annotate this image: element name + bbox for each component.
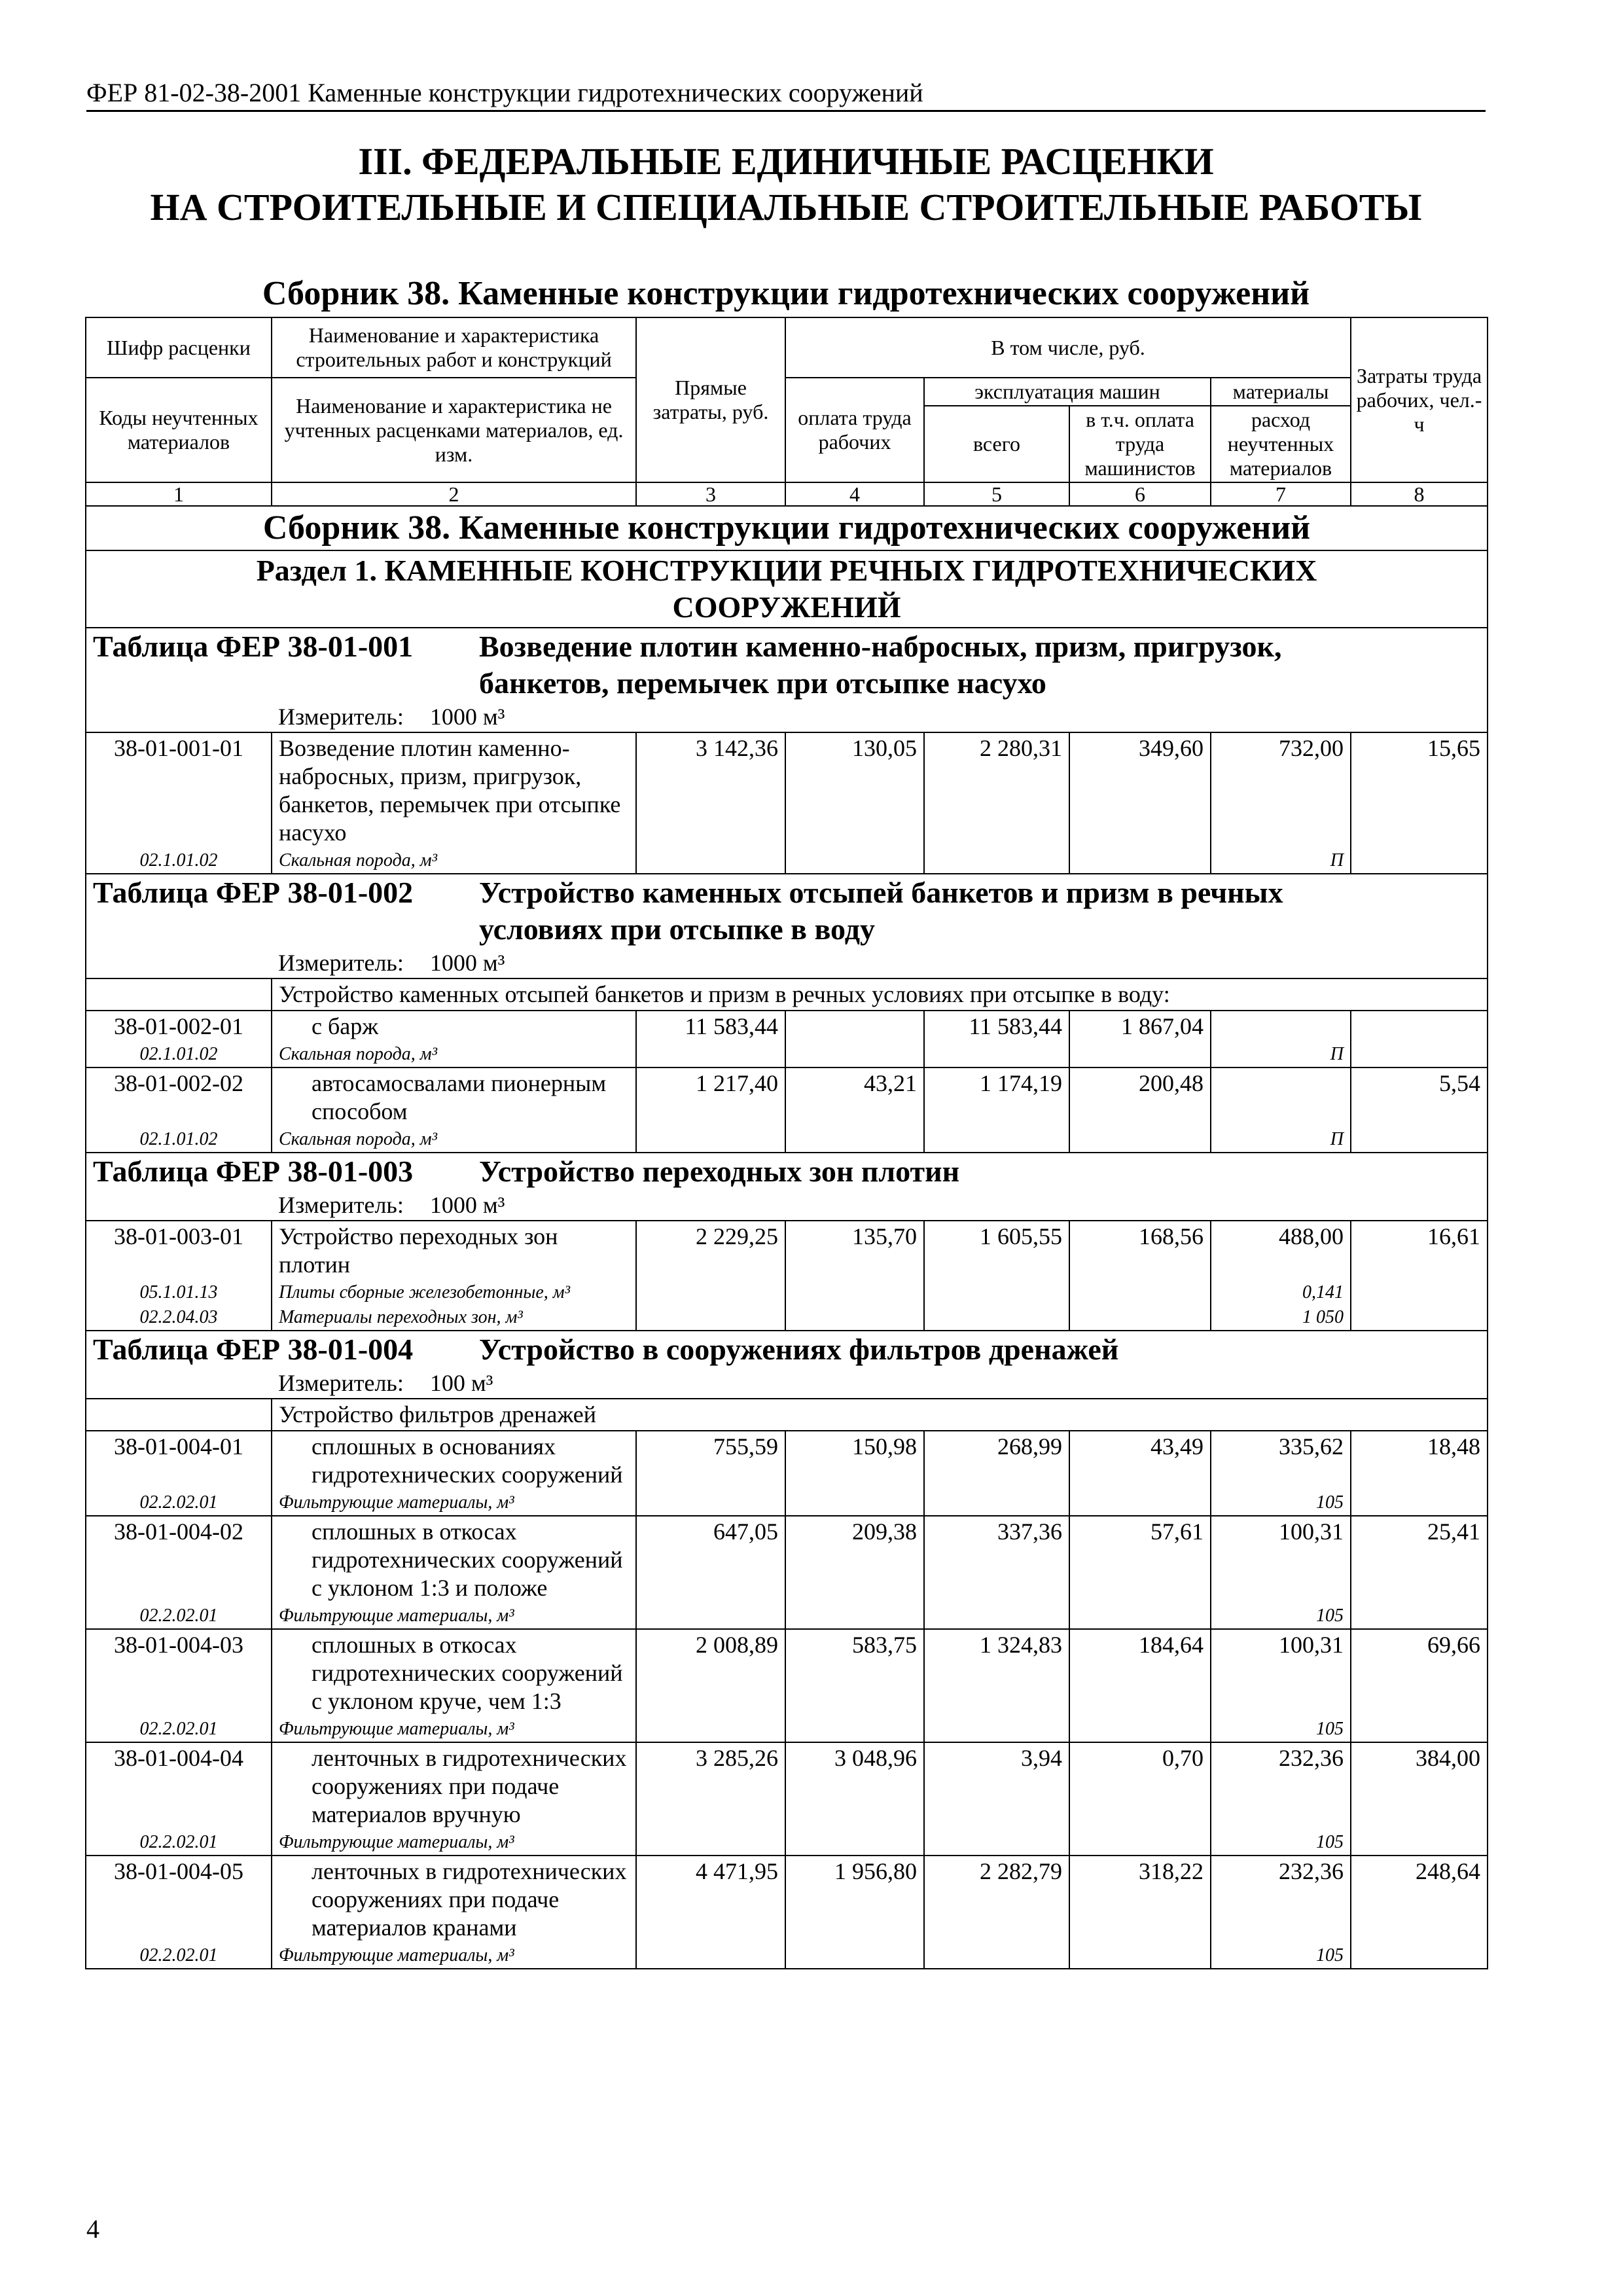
labor-hours: 69,66	[1351, 1629, 1488, 1717]
direct-costs: 1 217,40	[636, 1067, 785, 1127]
section-heading-line-1: Раздел 1. КАМЕННЫЕ КОНСТРУКЦИИ РЕЧНЫХ ГИДРОТЕХНИЧЕСКИХ	[256, 554, 1317, 587]
material-quantity: 105	[1211, 1717, 1351, 1742]
machines-total: 1 605,55	[924, 1221, 1069, 1280]
machinist-wages: 318,22	[1069, 1856, 1211, 1943]
material-row	[86, 1042, 1488, 1067]
machinist-wages: 200,48	[1069, 1067, 1211, 1127]
direct-costs: 647,05	[636, 1516, 785, 1604]
material-code: 02.2.02.01	[86, 1604, 272, 1629]
rate-name: сплошных в основаниях гидротехнических сооружений	[272, 1431, 636, 1490]
wages: 583,75	[785, 1629, 924, 1717]
rate-row	[86, 1629, 1488, 1717]
table-id: Таблица ФЕР 38-01-002	[93, 876, 414, 909]
header-material-consumption: расход неучтенных материалов	[1211, 406, 1351, 482]
rate-name: автосамосвалами пионерным способом	[272, 1067, 636, 1127]
rate-name: сплошных в откосах гидротехнических сооружений с уклоном 1:3 и положе	[272, 1516, 636, 1604]
materials-cost: 335,62	[1211, 1431, 1351, 1490]
material-quantity: 105	[1211, 1490, 1351, 1516]
column-number: 7	[1211, 482, 1351, 506]
material-name: Фильтрующие материалы, м³	[272, 1490, 636, 1516]
labor-hours	[1351, 1011, 1488, 1042]
machines-total: 1 174,19	[924, 1067, 1069, 1127]
materials-cost: 100,31	[1211, 1629, 1351, 1717]
machines-total: 11 583,44	[924, 1011, 1069, 1042]
table-title	[86, 1153, 1488, 1190]
machinist-wages: 57,61	[1069, 1516, 1211, 1604]
measure-unit: 1000 м³	[429, 950, 505, 976]
page-number: 4	[86, 2214, 99, 2244]
section-heading	[86, 550, 1488, 628]
materials-cost	[1211, 1011, 1351, 1042]
labor-hours: 16,61	[1351, 1221, 1488, 1280]
column-numbers-row	[86, 482, 1488, 506]
wages: 1 956,80	[785, 1856, 924, 1943]
material-code: 02.1.01.02	[86, 1042, 272, 1067]
measure-unit: 1000 м³	[429, 1192, 505, 1218]
header-work-name: Наименование и характеристика строительных работ и конструкций	[272, 317, 636, 378]
material-code: 05.1.01.13	[86, 1280, 272, 1305]
rate-row	[86, 1516, 1488, 1604]
table-header	[86, 317, 1488, 506]
materials-cost: 232,36	[1211, 1742, 1351, 1830]
materials-cost: 232,36	[1211, 1856, 1351, 1943]
wages: 209,38	[785, 1516, 924, 1604]
header-material-codes: Коды неучтенных материалов	[86, 378, 272, 482]
rate-row	[86, 1221, 1488, 1280]
header-wages: оплата труда рабочих	[785, 378, 924, 482]
subheading: Устройство каменных отсыпей банкетов и призм в речных условиях при отсыпке в воду:	[272, 978, 1488, 1011]
rate-name: ленточных в гидротехнических сооружениях при подаче материалов кранами	[272, 1856, 636, 1943]
materials-cost: 732,00	[1211, 732, 1351, 848]
machinist-wages: 0,70	[1069, 1742, 1211, 1830]
rate-code: 38-01-001-01	[86, 732, 272, 848]
material-row	[86, 1305, 1488, 1331]
labor-hours: 5,54	[1351, 1067, 1488, 1127]
table-name: Возведение плотин каменно-набросных, призм, пригрузок, банкетов, перемычек при отсыпке насухо	[479, 630, 1282, 700]
rate-code: 38-01-003-01	[86, 1221, 272, 1280]
column-number: 6	[1069, 482, 1211, 506]
part-title-line-1: III. ФЕДЕРАЛЬНЫЕ ЕДИНИЧНЫЕ РАСЦЕНКИ	[358, 140, 1214, 183]
rate-code: 38-01-002-02	[86, 1067, 272, 1127]
measure-row	[86, 948, 1488, 978]
column-number: 8	[1351, 482, 1488, 506]
labor-hours: 384,00	[1351, 1742, 1488, 1830]
material-code: 02.1.01.02	[86, 1127, 272, 1153]
material-quantity: 105	[1211, 1943, 1351, 1969]
column-number: 5	[924, 482, 1069, 506]
direct-costs: 3 285,26	[636, 1742, 785, 1830]
header-including: В том числе, руб.	[785, 317, 1351, 378]
material-row	[86, 1830, 1488, 1856]
rate-name: Возведение плотин каменно-набросных, призм, пригрузок, банкетов, перемычек при отсыпке насухо	[272, 732, 636, 848]
material-name: Фильтрующие материалы, м³	[272, 1830, 636, 1856]
material-name: Фильтрующие материалы, м³	[272, 1943, 636, 1969]
material-name: Скальная порода, м³	[272, 1042, 636, 1067]
table-title	[86, 1331, 1488, 1368]
table-title	[86, 874, 1488, 948]
measure-label: Измеритель:	[278, 1370, 404, 1396]
header-rate-code: Шифр расценки	[86, 317, 272, 378]
rate-row	[86, 1067, 1488, 1127]
rate-code: 38-01-004-02	[86, 1516, 272, 1604]
machinist-wages: 43,49	[1069, 1431, 1211, 1490]
material-code: 02.2.02.01	[86, 1943, 272, 1969]
material-quantity: П	[1211, 848, 1351, 874]
machinist-wages: 184,64	[1069, 1629, 1211, 1717]
wages: 130,05	[785, 732, 924, 848]
material-quantity: 105	[1211, 1830, 1351, 1856]
material-code: 02.2.02.01	[86, 1490, 272, 1516]
header-labor-hours: Затраты труда рабочих, чел.-ч	[1351, 317, 1488, 482]
machinist-wages: 168,56	[1069, 1221, 1211, 1280]
materials-cost	[1211, 1067, 1351, 1127]
rate-name: с барж	[272, 1011, 636, 1042]
material-row	[86, 1280, 1488, 1305]
machines-total: 3,94	[924, 1742, 1069, 1830]
material-name: Материалы переходных зон, м³	[272, 1305, 636, 1331]
rate-code: 38-01-004-04	[86, 1742, 272, 1830]
collection-title: Сборник 38. Каменные конструкции гидротехнических сооружений	[262, 275, 1310, 312]
material-row	[86, 1604, 1488, 1629]
material-quantity: П	[1211, 1127, 1351, 1153]
table-id: Таблица ФЕР 38-01-003	[93, 1155, 414, 1188]
header-material-name: Наименование и характеристика не учтенных расценками материалов, ед. изм.	[272, 378, 636, 482]
machines-total: 268,99	[924, 1431, 1069, 1490]
rate-code: 38-01-004-05	[86, 1856, 272, 1943]
table-name: Устройство каменных отсыпей банкетов и призм в речных условиях при отсыпке в воду	[479, 876, 1283, 946]
direct-costs: 11 583,44	[636, 1011, 785, 1042]
wages: 150,98	[785, 1431, 924, 1490]
wages: 43,21	[785, 1067, 924, 1127]
material-code: 02.2.04.03	[86, 1305, 272, 1331]
material-name: Скальная порода, м³	[272, 848, 636, 874]
labor-hours: 248,64	[1351, 1856, 1488, 1943]
measure-row	[86, 702, 1488, 732]
machines-total: 2 282,79	[924, 1856, 1069, 1943]
rate-name: ленточных в гидротехнических сооружениях при подаче материалов вручную	[272, 1742, 636, 1830]
machines-total: 1 324,83	[924, 1629, 1069, 1717]
table-id: Таблица ФЕР 38-01-004	[93, 1333, 414, 1366]
table-id: Таблица ФЕР 38-01-001	[93, 630, 414, 663]
rate-code: 38-01-002-01	[86, 1011, 272, 1042]
rate-row	[86, 732, 1488, 848]
column-number: 2	[272, 482, 636, 506]
rate-row	[86, 1431, 1488, 1490]
machines-total: 337,36	[924, 1516, 1069, 1604]
direct-costs: 2 008,89	[636, 1629, 785, 1717]
rate-row	[86, 1856, 1488, 1943]
measure-row	[86, 1368, 1488, 1399]
header-materials: материалы	[1211, 378, 1351, 406]
labor-hours: 18,48	[1351, 1431, 1488, 1490]
wages: 135,70	[785, 1221, 924, 1280]
rates-table	[85, 317, 1488, 1969]
table-title	[86, 628, 1488, 702]
column-number: 4	[785, 482, 924, 506]
materials-cost: 100,31	[1211, 1516, 1351, 1604]
part-title	[86, 139, 1486, 230]
direct-costs: 2 229,25	[636, 1221, 785, 1280]
material-name: Скальная порода, м³	[272, 1127, 636, 1153]
part-title-line-2: НА СТРОИТЕЛЬНЫЕ И СПЕЦИАЛЬНЫЕ СТРОИТЕЛЬНЫЕ РАБОТЫ	[150, 186, 1422, 228]
column-number: 3	[636, 482, 785, 506]
direct-costs: 755,59	[636, 1431, 785, 1490]
rate-name: сплошных в откосах гидротехнических сооружений с уклоном круче, чем 1:3	[272, 1629, 636, 1717]
material-quantity: 1 050	[1211, 1305, 1351, 1331]
measure-label: Измеритель:	[278, 704, 404, 730]
header-direct-costs: Прямые затраты, руб.	[636, 317, 785, 482]
subheading: Устройство фильтров дренажей	[272, 1399, 1488, 1431]
material-code: 02.2.02.01	[86, 1717, 272, 1742]
material-row	[86, 848, 1488, 874]
header-machinist-wages: в т.ч. оплата труда машинистов	[1069, 406, 1211, 482]
labor-hours: 25,41	[1351, 1516, 1488, 1604]
measure-label: Измеритель:	[278, 1192, 404, 1218]
material-quantity: П	[1211, 1042, 1351, 1067]
materials-cost: 488,00	[1211, 1221, 1351, 1280]
table-name: Устройство переходных зон плотин	[479, 1155, 960, 1188]
material-row	[86, 1127, 1488, 1153]
running-header: ФЕР 81-02-38-2001 Каменные конструкции гидротехнических сооружений	[86, 77, 1486, 112]
material-row	[86, 1717, 1488, 1742]
material-name: Фильтрующие материалы, м³	[272, 1717, 636, 1742]
measure-unit: 100 м³	[429, 1370, 493, 1396]
wages	[785, 1011, 924, 1042]
rate-code: 38-01-004-01	[86, 1431, 272, 1490]
collection-heading: Сборник 38. Каменные конструкции гидротехнических сооружений	[86, 506, 1488, 550]
material-quantity: 105	[1211, 1604, 1351, 1629]
measure-unit: 1000 м³	[429, 704, 505, 730]
material-row	[86, 1490, 1488, 1516]
machinist-wages: 349,60	[1069, 732, 1211, 848]
table-name: Устройство в сооружениях фильтров дренажей	[479, 1333, 1119, 1366]
wages: 3 048,96	[785, 1742, 924, 1830]
rate-row	[86, 1742, 1488, 1830]
machines-total: 2 280,31	[924, 732, 1069, 848]
direct-costs: 3 142,36	[636, 732, 785, 848]
material-quantity: 0,141	[1211, 1280, 1351, 1305]
header-machines-total: всего	[924, 406, 1069, 482]
rate-code: 38-01-004-03	[86, 1629, 272, 1717]
material-row	[86, 1943, 1488, 1969]
rate-row	[86, 1011, 1488, 1042]
material-code: 02.1.01.02	[86, 848, 272, 874]
header-machines: эксплуатация машин	[924, 378, 1211, 406]
measure-label: Измеритель:	[278, 950, 404, 976]
section-heading-line-2: СООРУЖЕНИЙ	[672, 590, 901, 624]
rate-name: Устройство переходных зон плотин	[272, 1221, 636, 1280]
column-number: 1	[86, 482, 272, 506]
labor-hours: 15,65	[1351, 732, 1488, 848]
direct-costs: 4 471,95	[636, 1856, 785, 1943]
material-name: Плиты сборные железобетонные, м³	[272, 1280, 636, 1305]
material-code: 02.2.02.01	[86, 1830, 272, 1856]
machinist-wages: 1 867,04	[1069, 1011, 1211, 1042]
material-name: Фильтрующие материалы, м³	[272, 1604, 636, 1629]
measure-row	[86, 1190, 1488, 1221]
